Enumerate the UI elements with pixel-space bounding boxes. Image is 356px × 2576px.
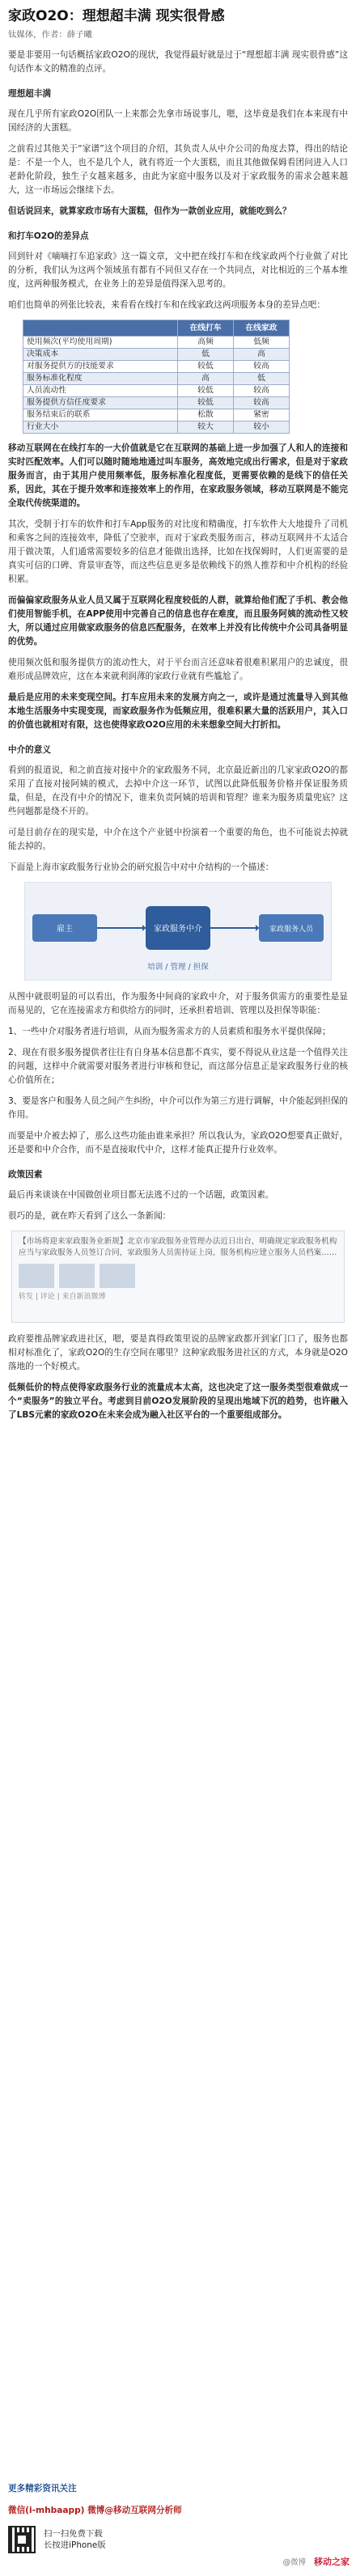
table-cell: 服务提供方信任度要求 xyxy=(23,397,178,409)
table-cell: 紧密 xyxy=(233,409,289,422)
paragraph: 之前看过其他关于“家谱”这个项目的介绍，其负责人从中介公司的角度去算，得出的结论是：不是一个人，也不是几个人，就有将近一个大蛋糕，而且其他做保姆看团问进入人口老龄化阶段，独生子女越来越多，由此为家庭中服务以及对于家政服务的需求会越来越大，这一市场远会继续下去。 xyxy=(8,144,348,195)
list-item: 2、现在有很多服务提供者往往有自身基本信息都不真实，要不得说从业这是一个值得关注的问题，这样中介就需要对服务者进行审核和登记，而这部分信息正是家政服务行业的核心价值所在； xyxy=(8,1048,348,1085)
scan-line-2: 长按进iPhone版 xyxy=(44,2540,106,2550)
scan-line-1: 扫一扫免费下载 xyxy=(44,2529,103,2539)
thumbnail-image xyxy=(19,1264,54,1288)
paragraph: 很巧的是，就在昨天看到了这么一条新闻： xyxy=(8,1211,172,1221)
table-cell: 松散 xyxy=(177,409,233,422)
table-cell: 决策成本 xyxy=(23,349,178,361)
paragraph: 下面是上海市家政服务行业协会的研究报告中对中介结构的一个描述： xyxy=(8,862,274,872)
table-row xyxy=(23,397,290,409)
weibo-screenshot xyxy=(11,1231,345,1323)
table-cell: 较低 xyxy=(177,385,233,397)
diagram-bottom-label: 培训 / 管理 / 担保 xyxy=(147,963,209,972)
paragraph: 可是目前存在的现实是，中介在这个产业链中扮演着一个重要的角色，也不可能说去掉就能去掉的。 xyxy=(8,828,348,851)
table-cell: 行业大小 xyxy=(23,422,178,434)
section-heading: 和打车O2O的差异点 xyxy=(8,231,89,241)
intro-paragraph: 要是非要用一句话概括家政O2O的现状，我觉得最好就是过于“理想超丰满 现实很骨感”这句话作本文的精准的点评。 xyxy=(8,50,348,74)
list-item: 3、要是客户和服务人员之间产生纠纷，中介可以作为第三方进行调解，中介能起到担保的作用。 xyxy=(8,1096,348,1120)
section-heading: 政策因素 xyxy=(8,1170,43,1180)
table-cell: 人员流动性 xyxy=(23,385,178,397)
paragraph: 回到针对《嘀嘀打车追家政》这一篇文章，文中把在线打车和在线家政两个行业做了对比的分析，我们认为这两个领域虽有都有不同但又存在一个共同点，对比相近的三个基本维度，这两种服务模式，在业务上的差异是值得深入思考的。 xyxy=(8,252,348,289)
table-header-cell: 在线家政 xyxy=(233,320,289,337)
list-item: 1、一些中介对服务者进行培训，从而为服务需求方的人员素质和服务水平提供保障； xyxy=(8,1027,331,1036)
bold-paragraph: 移动互联网在在线打车的一大价值就是它在互联网的基础上进一步加强了人和人的连接和实时匹配效率。人们可以随时随地地通过叫车服务，高效地完成出行需求，但是对于家政服务而言，由于其用户使用频率低，服务标准化程度低，更需要依赖的是线下的信任关系，因此，其在于提升效率和连接效率上的作用，在家政服务领域，移动互联网是不能完全取代传统渠道的。 xyxy=(8,443,348,508)
diagram-left-label: 雇主 xyxy=(57,925,73,934)
table-row xyxy=(23,361,290,373)
table-cell: 较低 xyxy=(177,361,233,373)
intermediary-diagram xyxy=(24,882,332,981)
diagram-center-label: 家政服务中介 xyxy=(154,925,202,934)
bold-paragraph: 而偏偏家政服务从业人员又属于互联网化程度较低的人群，就算给他们配了手机、教会他们使用智能手机，在APP使用中完善自己的信息也存在难度，而且服务阿姨的流动性又较大，所以通过应用做家政服务的信息匹配服务，在效率上并没有比传统中介公司具备明显的优势。 xyxy=(8,595,348,646)
bold-paragraph: 但话说回来，就算家政市场有大蛋糕，但作为一款创业应用，就能吃到么？ xyxy=(8,206,291,216)
weibo-source: 转发 | 评论 | 来自新浪微博 xyxy=(19,1293,106,1301)
table-cell: 较小 xyxy=(233,422,289,434)
table-row xyxy=(23,385,290,397)
bold-paragraph: 低频低价的特点使得家政服务行业的流量成本太高，这也决定了这一服务类型很难做成一个“卖服务”的独立平台。考虑到目前O2O发展阶段的呈现出地域下沉的趋势，也许融入了LBS元素的家政O2O在未来会成为融入社区平台的一个重要组成部分。 xyxy=(8,1383,348,1420)
table-row xyxy=(23,373,290,385)
table-cell: 低频 xyxy=(233,337,289,349)
thumbnail-image xyxy=(59,1264,95,1288)
scan-text xyxy=(44,2528,106,2551)
table-cell: 较大 xyxy=(177,422,233,434)
table-cell: 对服务提供方的技能要求 xyxy=(23,361,178,373)
table-cell: 高频 xyxy=(177,337,233,349)
table-row xyxy=(23,409,290,422)
paragraph: 政府要推品牌家政进社区，嗯，要是真得政策里说的品牌家政都开到家门口了，服务也都相对标准化了，家政O2O的生存空间在哪里？这种家政服务进社区的方式，本身就是O2O落地的一个好模式。 xyxy=(8,1334,348,1371)
table-row xyxy=(23,422,290,434)
table-cell: 较高 xyxy=(233,397,289,409)
weibo-text: 【市场将迎来家政服务业新规】北京市家政服务业管理办法近日出台，明确规定家政服务机构应当与家政服务人员签订合同，家政服务人员需持证上岗，服务机构应建立服务人员档案…… xyxy=(19,1237,337,1257)
table-cell: 较高 xyxy=(233,385,289,397)
table-cell: 高 xyxy=(177,373,233,385)
paragraph: 现在几乎所有家政O2O团队一上来都会先拿市场说事儿，嗯，这毕竟是我们在本来现有中国经济的大蛋糕。 xyxy=(8,109,348,133)
table-header-cell xyxy=(23,320,178,337)
brand-name: 移动之家 xyxy=(314,2557,350,2567)
paragraph: 看到的报道说，和之前直接对接中介的家政服务不同，北京最近新出的几家家政O2O的都采用了直接对接阿姨的模式，去掉中介这一环节，试图以此降低服务价格并保证服务质量，但是，在没有中介的情况下，谁来负责阿姨的培训和管理？谁来为服务质量兜底？这些问题都是绕不开的。 xyxy=(8,765,348,816)
table-cell: 较高 xyxy=(233,361,289,373)
table-cell: 服务结束后的联系 xyxy=(23,409,178,422)
table-cell: 较低 xyxy=(177,397,233,409)
table-header-row xyxy=(23,320,290,337)
table-cell: 服务标准化程度 xyxy=(23,373,178,385)
table-row xyxy=(23,349,290,361)
diagram-svg xyxy=(24,882,332,981)
table-cell: 高 xyxy=(233,349,289,361)
paragraph: 从图中就很明显的可以看出，作为服务中间商的家政中介，对于服务供需方的重要性是显而易见的，它在连接需求方和供给方的同时，还承担着培训、管理以及担保等职能： xyxy=(8,992,348,1015)
paragraph: 而要是中介被去掉了，那么这些功能由谁来承担？所以我认为，家政O2O想要真正做好，还是要和中介合作，而不是直接取代中介，这样才能真正提升行业效率。 xyxy=(8,1131,348,1155)
section-heading: 中介的意义 xyxy=(8,745,51,755)
paragraph: 咱们也简单的列张比较表，来看看在线打车和在线家政这两项服务本身的差异点吧： xyxy=(8,300,325,310)
paragraph: 最后再来谈谈在中国做创业项目都无法逃不过的一个话题，政策因素。 xyxy=(8,1190,274,1200)
weibo-tag: @微博 xyxy=(282,2558,307,2567)
table-cell: 低 xyxy=(177,349,233,361)
section-heading: 理想超丰满 xyxy=(8,89,51,99)
table-cell: 使用频次(平均使用周期) xyxy=(23,337,178,349)
table-header-cell: 在线打车 xyxy=(177,320,233,337)
watermark-logo xyxy=(283,2555,350,2570)
paragraph: 使用频次低和服务提供方的流动性大，对于平台而言还意味着很难积累用户的忠诚度，很难形成品牌效应，这在本来就利润薄的家政行业就有些尴尬了。 xyxy=(8,658,348,681)
bold-paragraph: 最后是应用的未来变现空间。打车应用未来的发展方向之一，或许是通过流量导入到其他本地生活服务中实现变现，而家政服务作为低频应用，很难积累大量的活跃用户，其入口的价值也就相对有限，这也使得家政O2O应用的未来想象空间大打折扣。 xyxy=(8,693,348,730)
thumbnail-image xyxy=(100,1264,135,1288)
article-meta: 钛媒体，作者：薛子曦 xyxy=(8,30,92,40)
comparison-table xyxy=(23,320,290,434)
diagram-right-label: 家政服务人员 xyxy=(269,926,314,934)
weibo-thumbnails xyxy=(19,1264,337,1288)
table-cell: 低 xyxy=(233,373,289,385)
qr-row xyxy=(8,2526,348,2553)
table-row xyxy=(23,337,290,349)
paragraph: 其次，受制于打车的软件和打车App服务的对比度和精确度，打车软件大大地提升了司机和乘客之间的连接效率，降低了空驶率，而对于家政类服务而言，移动互联网并不太适合用于做决策，人们通常需要较多的信息才能做出选择，比如在找保姆时，人们更需要的是真实可信的口碑、背景审查等，而这些信息更多是依赖线下的熟人推荐和中介机构的经验积累。 xyxy=(8,519,348,584)
article-title: 家政O2O：理想超丰满 现实很骨感 xyxy=(8,8,225,24)
qr-code-icon[interactable] xyxy=(8,2526,36,2553)
more-news-link[interactable]: 更多精彩资讯关注 xyxy=(8,2484,77,2493)
footer xyxy=(8,2482,348,2553)
wechat-weibo-line: 微信(i-mhbaapp) 微博@移动互联网分析师 xyxy=(8,2506,182,2515)
